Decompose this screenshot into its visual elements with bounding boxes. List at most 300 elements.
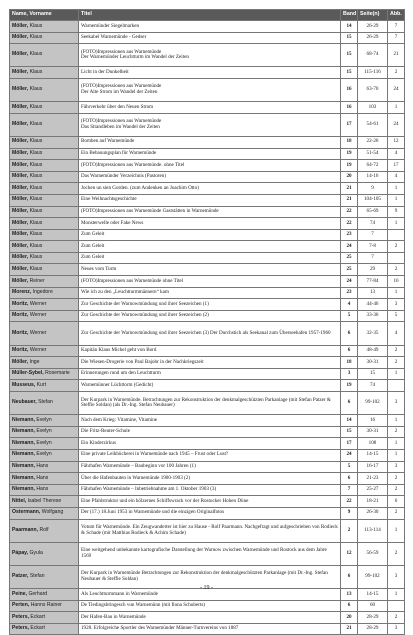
pages-cell: 26-29: [358, 32, 388, 44]
figures-cell: 1: [388, 589, 405, 601]
article-title-cell: Eine private Leihbücherei in Warnemünde nach 1945 – Frust oder Lust?: [79, 449, 341, 461]
author-given-name: Klaus: [29, 121, 43, 128]
article-title-cell: Zur Geschichte der Warnowmündung und ihrer Seezeichen (1): [79, 299, 341, 311]
header-band: Band: [341, 10, 358, 21]
author-given-name: Evelyn: [36, 439, 52, 446]
figures-cell: 21: [388, 44, 405, 67]
author-surname: Peine,: [12, 590, 28, 597]
pages-cell: 32-35: [358, 322, 388, 345]
pages-cell: 14-15: [358, 589, 388, 601]
author-surname: Möller,: [12, 121, 29, 128]
author-name-cell: [10, 612, 79, 624]
article-title-cell: Der (17.) 18.Juni 1953 in Warnemünde und die einzigen Originalfotos: [79, 507, 341, 519]
article-title-cell: (FOTO)Impressionen aus Warnemünde Gaststätten in Warnemünde: [79, 206, 341, 218]
pages-cell: 28-29: [358, 612, 388, 624]
author-given-name: Hans: [36, 486, 49, 493]
article-title-cell: (FOTO)Impressionen aus Warnemünde Der Alte Strom im Wandel der Zeiten: [79, 78, 341, 101]
author-surname: Musseus,: [12, 381, 36, 388]
band-cell: 25: [341, 252, 358, 264]
figures-cell: 2: [388, 484, 405, 496]
header-seite: Seite(n): [358, 10, 388, 21]
pages-cell: 113-114: [358, 519, 388, 542]
author-name-cell: [10, 194, 79, 206]
author-surname: Möller,: [12, 219, 29, 226]
table-row: [10, 276, 405, 288]
band-cell: 24: [341, 449, 358, 461]
author-name-cell: [10, 171, 79, 183]
article-title-cell: Eine weitgehend unbekannte kartografische Darstellung der Warnow zwischen Warnemünde und Rostock aus dem Jahre 1569: [79, 542, 341, 565]
band-cell: 5: [341, 310, 358, 322]
author-name-cell: [10, 113, 79, 136]
author-surname: Möller,: [12, 161, 29, 168]
pages-cell: 68-74: [358, 44, 388, 67]
article-title-cell: (FOTO)Impressionen aus Warnemünde Der Warnemünder Leuchtturm im Wandel der Zeiten: [79, 44, 341, 67]
author-given-name: Klaus: [29, 231, 43, 238]
author-surname: Ostermann,: [12, 509, 41, 516]
band-cell: 6: [341, 600, 358, 612]
author-name-cell: [10, 218, 79, 230]
band-cell: 25: [341, 264, 358, 276]
author-name-cell: [10, 600, 79, 612]
author-name-cell: [10, 542, 79, 565]
band-cell: 19: [341, 380, 358, 392]
band-cell: 21: [341, 194, 358, 206]
figures-cell: [388, 600, 405, 612]
table-row: [10, 67, 405, 79]
band-cell: 19: [341, 160, 358, 172]
article-title-cell: Zum Geleit: [79, 241, 341, 253]
table-header-row: [10, 10, 405, 21]
table-row: [10, 148, 405, 160]
figures-cell: 2: [388, 507, 405, 519]
figures-cell: 4: [388, 171, 405, 183]
author-surname: Müller-Sybel,: [12, 370, 44, 377]
table-row: [10, 218, 405, 230]
band-cell: 17: [341, 438, 358, 450]
header-name: Name, Vorname: [10, 10, 79, 21]
author-given-name: Isabel Therese: [27, 497, 62, 504]
band-cell: 14: [341, 21, 358, 33]
author-surname: Möller,: [12, 184, 29, 191]
pages-cell: 99-102: [358, 392, 388, 415]
figures-cell: 2: [388, 345, 405, 357]
author-given-name: Klaus: [29, 22, 43, 29]
band-cell: 13: [341, 589, 358, 601]
author-name-cell: [10, 229, 79, 241]
author-surname: Möller,: [12, 86, 29, 93]
band-cell: 3: [341, 368, 358, 380]
table-row: [10, 357, 405, 369]
article-title-cell: Wie ich zu den „Leuchtturmmännern“ kam: [79, 287, 341, 299]
article-title-cell: Zum Geleit: [79, 229, 341, 241]
author-surname: Möller,: [12, 150, 29, 157]
article-title-cell: Warnemünner Lüchttorm (Gedicht): [79, 380, 341, 392]
author-given-name: Rolf: [39, 526, 49, 533]
author-name-cell: [10, 241, 79, 253]
table-row: [10, 392, 405, 415]
table-row: [10, 496, 405, 508]
author-given-name: Klaus: [29, 138, 43, 145]
table-row: [10, 542, 405, 565]
band-cell: 9: [341, 507, 358, 519]
table-row: [10, 32, 405, 44]
table-row: [10, 345, 405, 357]
author-given-name: Werner: [29, 300, 47, 307]
table-row: [10, 600, 405, 612]
figures-cell: 24: [388, 113, 405, 136]
article-title-cell: Die Fritz-Reuter-Schule: [79, 426, 341, 438]
band-cell: 22: [341, 496, 358, 508]
article-title-cell: Der Kurpark in Warnemünde. Betrachtungen zur Rekonstruktion der denkmalgeschützten Parkanlage (mit Stefan Patzer & Steffie Soldan) (als Dr.-Ing. Stefan Neubauer): [79, 392, 341, 415]
band-cell: 6: [341, 322, 358, 345]
pages-cell: 7-8: [358, 241, 388, 253]
author-given-name: Klaus: [29, 51, 43, 58]
figures-cell: 3: [388, 299, 405, 311]
figures-cell: 2: [388, 357, 405, 369]
figures-cell: 2: [388, 612, 405, 624]
author-given-name: Werner: [29, 347, 47, 354]
pages-cell: 63-70: [358, 78, 388, 101]
table-row: [10, 461, 405, 473]
article-title-cell: Bomben auf Warnemünde: [79, 136, 341, 148]
pages-cell: 16-17: [358, 461, 388, 473]
author-name-cell: [10, 148, 79, 160]
article-title-cell: (FOTO)Impressionen aus Warnemünde. ohne Titel: [79, 160, 341, 172]
figures-cell: 2: [388, 241, 405, 253]
article-title-cell: Kapitän Klaus Michel geht von Bord: [79, 345, 341, 357]
table-row: [10, 113, 405, 136]
author-surname: Patzer,: [12, 573, 29, 580]
table-row: [10, 171, 405, 183]
pages-cell: 18-21: [358, 496, 388, 508]
pages-cell: 30-31: [358, 357, 388, 369]
author-given-name: Wolfgang: [41, 509, 64, 516]
author-surname: Pápay,: [12, 550, 29, 557]
table-row: [10, 623, 405, 635]
author-given-name: Werner: [29, 312, 47, 319]
band-cell: 2: [341, 519, 358, 542]
figures-cell: 1: [388, 519, 405, 542]
band-cell: 23: [341, 229, 358, 241]
pages-cell: 48-49: [358, 345, 388, 357]
article-title-cell: Zur Geschichte der Warnowmündung und ihrer Seezeichen (2): [79, 310, 341, 322]
pages-cell: 115-116: [358, 67, 388, 79]
article-title-cell: (FOTO)Impressionen aus Warnemünde ohne Titel: [79, 276, 341, 288]
table-row: [10, 229, 405, 241]
author-index-table: [9, 9, 405, 635]
author-name-cell: [10, 21, 79, 33]
pages-cell: 26-30: [358, 507, 388, 519]
figures-cell: 1: [388, 183, 405, 195]
author-name-cell: [10, 392, 79, 415]
author-surname: Peters,: [12, 625, 29, 632]
table-row: [10, 102, 405, 114]
author-given-name: Klaus: [29, 150, 43, 157]
author-given-name: Klaus: [29, 103, 43, 110]
table-row: [10, 44, 405, 67]
author-surname: Möller,: [12, 34, 29, 41]
pages-cell: 13: [358, 287, 388, 299]
figures-cell: [388, 380, 405, 392]
author-name-cell: [10, 623, 79, 635]
author-surname: Möller,: [12, 51, 29, 58]
author-name-cell: [10, 264, 79, 276]
article-title-cell: 1928. Erfolgreiche Sportler des Warnemünder Männer-Turnvereins von 1887: [79, 623, 341, 635]
table-row: [10, 507, 405, 519]
author-surname: Paarmann,: [12, 526, 39, 533]
article-title-cell: Der Hafen-Bau in Warnemünde: [79, 612, 341, 624]
author-surname: Möller,: [12, 254, 29, 261]
author-given-name: Evelyn: [36, 416, 52, 423]
author-given-name: Evelyn: [36, 451, 52, 458]
pages-cell: 29: [358, 264, 388, 276]
figures-cell: 2: [388, 67, 405, 79]
article-title-cell: Das Warnemünder Verzeichnis (Pastoren): [79, 171, 341, 183]
pages-cell: 54-61: [358, 113, 388, 136]
band-cell: 6: [341, 473, 358, 485]
article-title-cell: Monsterwelle oder Fake News: [79, 218, 341, 230]
author-surname: Möller,: [12, 231, 29, 238]
figures-cell: 1: [388, 438, 405, 450]
figures-cell: 6: [388, 496, 405, 508]
band-cell: 23: [341, 287, 358, 299]
band-cell: 16: [341, 102, 358, 114]
article-title-cell: Jochen un sien Gorden. (zum Andenken an Joachim Otto): [79, 183, 341, 195]
pages-cell: 104-105: [358, 194, 388, 206]
author-surname: Niemann,: [12, 439, 35, 446]
article-title-cell: (FOTO)Impressionen aus Warnemünde Das Strandleben im Wandel der Zeiten: [79, 113, 341, 136]
author-given-name: Klaus: [29, 242, 43, 249]
author-surname: Moritz,: [12, 329, 29, 336]
author-given-name: Rosemarie: [45, 370, 70, 377]
figures-cell: 2: [388, 473, 405, 485]
table-row: [10, 449, 405, 461]
figures-cell: 24: [388, 78, 405, 101]
article-title-cell: Licht in der Dunkelheit: [79, 67, 341, 79]
figures-cell: 7: [388, 21, 405, 33]
article-title-cell: Eine Weihnachtsgeschichte: [79, 194, 341, 206]
author-name-cell: [10, 206, 79, 218]
author-given-name: Ingedore: [32, 289, 53, 296]
author-surname: Möller,: [12, 103, 29, 110]
author-given-name: Evelyn: [36, 428, 52, 435]
author-name-cell: [10, 78, 79, 101]
pages-cell: 15: [358, 368, 388, 380]
author-name-cell: [10, 252, 79, 264]
author-name-cell: [10, 484, 79, 496]
pages-cell: 25-27: [358, 484, 388, 496]
figures-cell: 2: [388, 426, 405, 438]
author-given-name: Klaus: [29, 173, 43, 180]
figures-cell: [388, 229, 405, 241]
figures-cell: 1: [388, 287, 405, 299]
author-surname: Möller,: [12, 68, 29, 75]
author-surname: Möller,: [12, 242, 29, 249]
pages-cell: 9: [358, 183, 388, 195]
pages-cell: 7: [358, 229, 388, 241]
pages-cell: 77-84: [358, 276, 388, 288]
author-given-name: Werner: [29, 329, 47, 336]
article-title-cell: Ein Kinderzirkus: [79, 438, 341, 450]
author-name-cell: [10, 461, 79, 473]
band-cell: 14: [341, 415, 358, 427]
author-name-cell: [10, 276, 79, 288]
figures-cell: 3: [388, 623, 405, 635]
article-title-cell: Ein Bebauungsplan für Warnemünde: [79, 148, 341, 160]
pages-cell: 16: [358, 415, 388, 427]
band-cell: 20: [341, 171, 358, 183]
author-name-cell: [10, 160, 79, 172]
article-title-cell: Neues vom Turm: [79, 264, 341, 276]
author-name-cell: [10, 299, 79, 311]
author-surname: Möller,: [12, 138, 29, 145]
author-name-cell: [10, 507, 79, 519]
author-surname: Nittel,: [12, 497, 27, 504]
author-given-name: Hans: [36, 474, 49, 481]
index-table-container: [9, 9, 404, 635]
pages-cell: 99-102: [358, 565, 388, 588]
table-row: [10, 473, 405, 485]
author-surname: Möller,: [12, 265, 29, 272]
figures-cell: 3: [388, 392, 405, 415]
article-title-cell: Nach dem Krieg: Vitamine, Vitamine: [79, 415, 341, 427]
pages-cell: 21-23: [358, 473, 388, 485]
pages-cell: 103: [358, 102, 388, 114]
article-title-cell: Als Leuchtturmmann in Warnemünde: [79, 589, 341, 601]
band-cell: 19: [341, 148, 358, 160]
table-row: [10, 252, 405, 264]
figures-cell: 5: [388, 310, 405, 322]
figures-cell: 1: [388, 218, 405, 230]
band-cell: 15: [341, 67, 358, 79]
table-row: [10, 194, 405, 206]
article-title-cell: Votum für Warnemünde. Ein Zeugwanderter ist hier zu Hause - Rolf Paarmann. Nachgefragt und aufgeschrieben von Rodieck & Schade (mit Matthias Rodieck & Achim Schade): [79, 519, 341, 542]
author-given-name: Klaus: [29, 265, 43, 272]
author-name-cell: [10, 357, 79, 369]
author-name-cell: [10, 473, 79, 485]
band-cell: 7: [341, 484, 358, 496]
pages-cell: 28-29: [358, 623, 388, 635]
pages-cell: 33-36: [358, 310, 388, 322]
page-number: - 19 -: [200, 585, 213, 591]
author-given-name: Eckart: [30, 613, 45, 620]
author-surname: Moritz,: [12, 300, 29, 307]
author-surname: Möller,: [12, 208, 29, 214]
article-title-cell: Eine Pfahlstruktur und ein hölzernes Schiffswrack vor der Rostocker Hohen Düne: [79, 496, 341, 508]
band-cell: 18: [341, 357, 358, 369]
author-name-cell: [10, 368, 79, 380]
table-row: [10, 264, 405, 276]
author-given-name: Klaus: [29, 161, 43, 168]
author-given-name: Klaus: [29, 68, 43, 75]
author-name-cell: [10, 310, 79, 322]
article-title-cell: Fährhafen Warnemünde – Inbetriebnahme am 1. Oktober 1903 (3): [79, 484, 341, 496]
author-given-name: Stefan: [38, 399, 53, 406]
band-cell: 15: [341, 32, 358, 44]
pages-cell: 7: [358, 252, 388, 264]
author-surname: Moritz,: [12, 312, 29, 319]
figures-cell: 9: [388, 206, 405, 218]
band-cell: 6: [341, 392, 358, 415]
pages-cell: 14-15: [358, 449, 388, 461]
band-cell: 20: [341, 612, 358, 624]
band-cell: 24: [341, 276, 358, 288]
author-given-name: Klaus: [29, 196, 43, 203]
table-row: [10, 612, 405, 624]
author-name-cell: [10, 44, 79, 67]
author-given-name: Klaus: [29, 208, 43, 214]
figures-cell: 7: [388, 32, 405, 44]
table-row: [10, 415, 405, 427]
figures-cell: 1: [388, 449, 405, 461]
author-given-name: Gyula: [29, 550, 43, 557]
band-cell: 18: [341, 136, 358, 148]
article-title-cell: Zur Geschichte der Warnowmündung und ihrer Seezeichen (3) Der Durchstich als Seekanal zum Überseehafen 1957-1960: [79, 322, 341, 345]
figures-cell: [388, 252, 405, 264]
table-row: [10, 241, 405, 253]
table-row: [10, 310, 405, 322]
author-name-cell: [10, 183, 79, 195]
author-name-cell: [10, 380, 79, 392]
pages-cell: 108: [358, 438, 388, 450]
author-given-name: Reiner: [29, 277, 45, 284]
author-given-name: Klaus: [29, 184, 43, 191]
author-given-name: Hanns Rainer: [30, 602, 62, 609]
table-row: [10, 160, 405, 172]
author-name-cell: [10, 345, 79, 357]
article-title-cell: Zum Geleit: [79, 252, 341, 264]
article-title-cell: Erinnerungen rund um den Leuchtturm: [79, 368, 341, 380]
band-cell: 21: [341, 183, 358, 195]
pages-cell: 51-54: [358, 148, 388, 160]
table-row: [10, 287, 405, 299]
pages-cell: 26-29: [358, 21, 388, 33]
author-given-name: Hans: [36, 463, 49, 470]
author-name-cell: [10, 496, 79, 508]
author-surname: Möller,: [12, 358, 29, 365]
author-name-cell: [10, 67, 79, 79]
table-row: [10, 206, 405, 218]
author-given-name: Klaus: [29, 219, 43, 226]
author-name-cell: [10, 136, 79, 148]
article-title-cell: Der Kurpark in Warnemünde Betrachtungen zur Rekonstruktion der denkmalgeschützten Parkanlage (mit Dr.-Ing. Stefan Neubauer & Steffie Soldan): [79, 565, 341, 588]
author-name-cell: [10, 322, 79, 345]
article-title-cell: Fährverkehr über den Neuen Strom: [79, 102, 341, 114]
table-row: [10, 299, 405, 311]
author-surname: Peters,: [12, 613, 29, 620]
author-surname: Möller,: [12, 173, 29, 180]
article-title-cell: Über die Hafenbauten in Warnemünde 1900-1903 (2): [79, 473, 341, 485]
figures-cell: 3: [388, 565, 405, 588]
pages-cell: 74: [358, 218, 388, 230]
band-cell: 6: [341, 565, 358, 588]
figures-cell: 4: [388, 322, 405, 345]
figures-cell: 1: [388, 102, 405, 114]
table-row: [10, 368, 405, 380]
pages-cell: 56-59: [358, 542, 388, 565]
article-title-cell: Warnemünder Siegelmarken: [79, 21, 341, 33]
band-cell: 24: [341, 241, 358, 253]
author-surname: Niemann,: [12, 451, 35, 458]
article-title-cell: Seekabel Warnemünde - Gedser: [79, 32, 341, 44]
table-row: [10, 380, 405, 392]
author-surname: Niemann,: [12, 416, 35, 423]
table-row: [10, 136, 405, 148]
band-cell: 16: [341, 78, 358, 101]
figures-cell: 1: [388, 368, 405, 380]
author-name-cell: [10, 449, 79, 461]
pages-cell: 44-46: [358, 299, 388, 311]
